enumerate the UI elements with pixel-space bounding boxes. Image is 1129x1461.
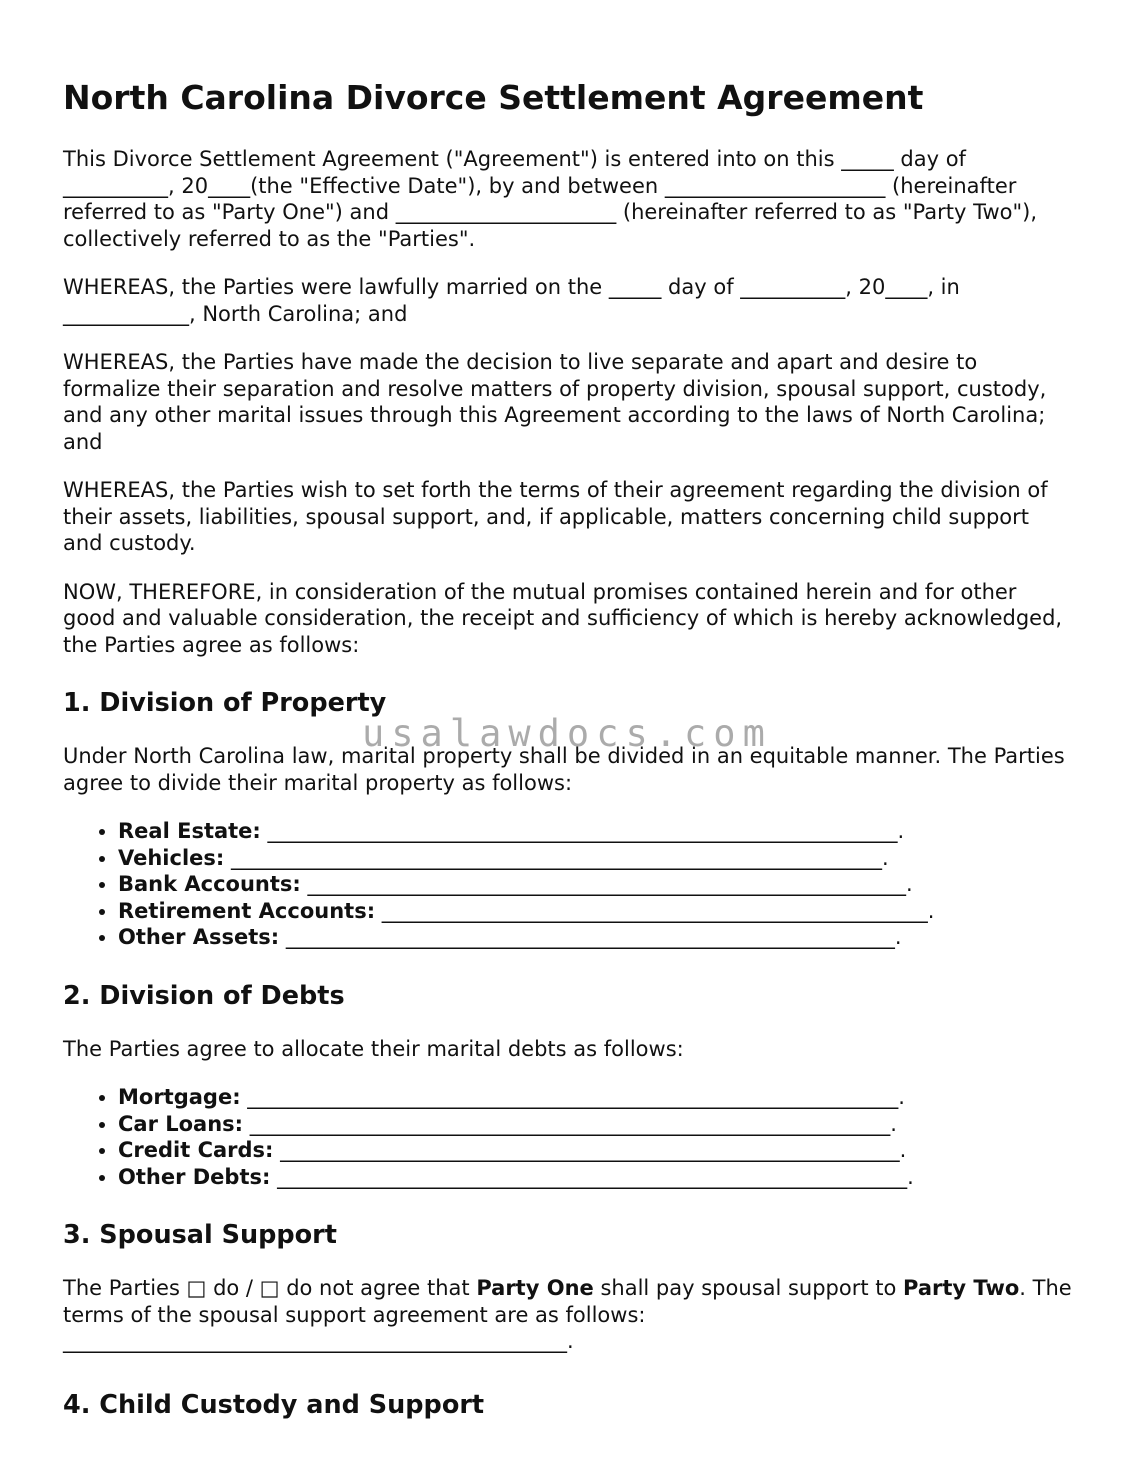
fill-blank[interactable]: ______________________________________________________________. (240, 1085, 905, 1109)
document-title: North Carolina Divorce Settlement Agreement (63, 78, 924, 117)
watermark: usalawdocs.com (362, 712, 772, 755)
list-item (118, 1164, 1073, 1191)
list-item (118, 871, 1073, 898)
item-label: Vehicles: (118, 845, 225, 870)
list-item (118, 1111, 1073, 1138)
item-label: Retirement Accounts: (118, 898, 376, 923)
whereas-separate-paragraph: WHEREAS, the Parties have made the decision to live separate and apart and desire to formalize their separation and resolve matters of property division, spousal support, custody, and any other marital issues through this Agreement according to the laws of North Carolina; and (63, 350, 1047, 454)
list-item (118, 1084, 1073, 1111)
fill-blank[interactable]: ______________________________________________________________. (224, 845, 889, 870)
property-intro: Under North Carolina law, marital property shall be divided in an equitable manner. The Parties agree to divide their marital property as follows: (63, 744, 1065, 795)
item-label: Bank Accounts: (118, 872, 301, 896)
fill-blank[interactable]: ____________________________________________________. (375, 898, 935, 923)
debts-list (63, 1084, 1073, 1190)
spousal-text: shall pay spousal support to (593, 1276, 904, 1300)
item-label: Other Assets: (118, 925, 280, 949)
fill-blank[interactable]: ____________________________________________________________. (270, 1164, 914, 1189)
item-label: Real Estate: (118, 819, 261, 843)
fill-blank[interactable]: _________________________________________________________. (300, 872, 913, 896)
now-therefore-paragraph: NOW, THEREFORE, in consideration of the mutual promises contained herein and for other good and valuable consideration, the receipt and sufficiency of which is hereby acknowledged, the Parties agree as follows: (63, 579, 1063, 657)
whereas-married-paragraph: WHEREAS, the Parties were lawfully married on the _____ day of __________, 20____, in ____________, North Carolina; and (63, 275, 960, 326)
intro-paragraph: This Divorce Settlement Agreement ("Agreement") is entered into on this _____ day of __________, 20____(the "Effective Date"), by and between _____________________ (hereinafter referred to as "Party One") and _____________________ (hereinafter referred to as "Party Two"), collectively referred to as the "Parties". (63, 147, 1038, 251)
section-heading-property: 1. Division of Property (63, 688, 387, 718)
item-label: Car Loans: (118, 1111, 244, 1136)
document-page (63, 76, 1073, 1445)
party-two-label: Party Two (903, 1276, 1020, 1300)
item-label: Other Debts: (118, 1164, 271, 1189)
section-heading-debts: 2. Division of Debts (63, 980, 345, 1011)
spousal-support-paragraph (63, 1275, 1073, 1355)
item-label: Mortgage: (118, 1085, 241, 1109)
whereas-terms-paragraph: WHEREAS, the Parties wish to set forth the terms of their agreement regarding the division of their assets, liabilities, spousal support, and, if applicable, matters concerning child support and custody. (63, 478, 1048, 555)
fill-blank[interactable]: __________________________________________________________. (279, 925, 902, 949)
fill-blank[interactable]: _____________________________________________________________. (243, 1111, 897, 1136)
section-heading-spousal-support: 3. Spousal Support (63, 1220, 337, 1250)
debts-intro: The Parties agree to allocate their marital debts as follows: (63, 1036, 684, 1061)
list-item (118, 1137, 1073, 1164)
spousal-text: . The terms of the spousal support agreement are as follows: ________________________________________________. (63, 1276, 1072, 1353)
list-item (118, 898, 1073, 925)
fill-blank[interactable]: ____________________________________________________________. (260, 819, 905, 843)
item-label: Credit Cards: (118, 1138, 274, 1162)
fill-blank[interactable]: ___________________________________________________________. (273, 1138, 907, 1162)
list-item (118, 818, 1073, 845)
section-heading-child-custody: 4. Child Custody and Support (63, 1389, 485, 1420)
party-one-label: Party One (476, 1276, 594, 1300)
list-item (118, 845, 1073, 872)
list-item (118, 924, 1073, 951)
spousal-text: The Parties □ do / □ do not agree that (63, 1276, 477, 1300)
property-list (63, 818, 1073, 951)
